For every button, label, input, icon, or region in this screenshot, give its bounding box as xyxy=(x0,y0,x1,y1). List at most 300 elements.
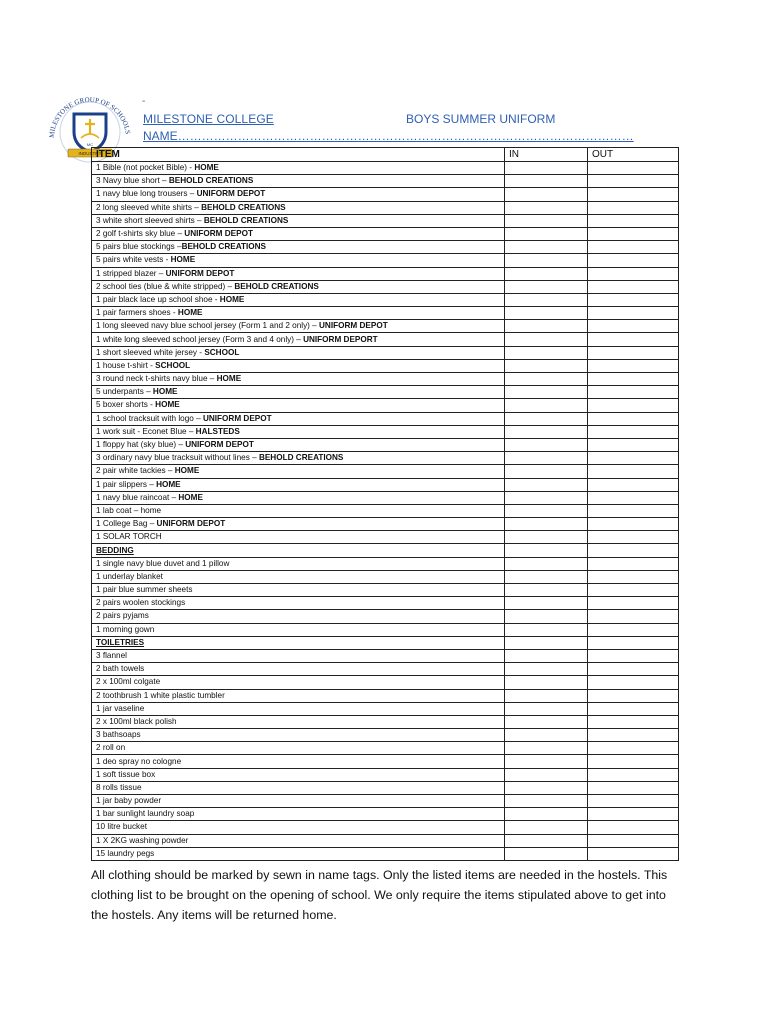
uniform-checklist-table xyxy=(91,147,679,861)
item-supplier: HOME xyxy=(177,308,203,318)
item-text: 1 jar baby powder xyxy=(96,796,162,806)
item-text: 1 soft tissue box xyxy=(96,769,156,779)
table-row xyxy=(92,649,679,662)
item-cell xyxy=(92,241,505,254)
in-cell[interactable] xyxy=(505,623,588,636)
table-row xyxy=(92,795,679,808)
item-text: 1 single navy blue duvet and 1 pillow xyxy=(96,558,230,568)
item-cell xyxy=(92,162,505,175)
table-row xyxy=(92,241,679,254)
table-row xyxy=(92,570,679,583)
out-cell[interactable] xyxy=(588,636,679,649)
section-label xyxy=(92,544,505,557)
table-row xyxy=(92,386,679,399)
in-cell[interactable] xyxy=(505,491,588,504)
table-row xyxy=(92,847,679,860)
out-cell[interactable] xyxy=(588,557,679,570)
in-cell[interactable] xyxy=(505,715,588,728)
table-row xyxy=(92,584,679,597)
in-cell[interactable] xyxy=(505,781,588,794)
item-supplier: UNIFORM DEPOT xyxy=(196,189,266,199)
item-text: 2 roll on xyxy=(96,743,126,753)
in-cell[interactable] xyxy=(505,557,588,570)
out-cell[interactable] xyxy=(588,201,679,214)
out-cell[interactable] xyxy=(588,227,679,240)
in-cell[interactable] xyxy=(505,847,588,860)
item-text: 1 work suit - Econet Blue – xyxy=(96,426,196,436)
item-supplier: HOME xyxy=(194,163,219,173)
item-text: 2 x 100ml colgate xyxy=(96,677,161,687)
item-cell xyxy=(92,399,505,412)
in-cell[interactable] xyxy=(505,227,588,240)
crest-letters: MC xyxy=(86,142,94,147)
in-cell[interactable] xyxy=(505,729,588,742)
document-title: BOYS SUMMER UNIFORM xyxy=(406,112,556,126)
item-text: 5 pairs white vests - xyxy=(96,255,171,265)
out-cell[interactable] xyxy=(588,307,679,320)
item-cell xyxy=(92,465,505,478)
out-cell[interactable] xyxy=(588,795,679,808)
item-cell xyxy=(92,214,505,227)
footer-note: All clothing should be marked by sewn in name tags. Only the listed items are needed in the hostels. This clothing list to be brought on the opening of school. We only require the items stipulated above to get into the hostels. Any items will be returned home. xyxy=(91,868,668,922)
header-dash: - xyxy=(142,96,146,107)
out-cell[interactable] xyxy=(588,478,679,491)
crest-arc-text: MILESTONE GROUP OF SCHOOLS xyxy=(47,95,132,139)
item-supplier: HOME xyxy=(170,255,196,265)
out-cell[interactable] xyxy=(588,518,679,531)
item-supplier: BEHOLD CREATIONS xyxy=(168,176,254,186)
item-text: 3 Navy blue short – xyxy=(96,176,169,186)
item-cell xyxy=(92,359,505,372)
section-label xyxy=(92,636,505,649)
table-row xyxy=(92,557,679,570)
table-row xyxy=(92,320,679,333)
item-cell xyxy=(92,610,505,623)
in-cell[interactable] xyxy=(505,597,588,610)
table-row xyxy=(92,333,679,346)
table-row xyxy=(92,834,679,847)
item-supplier: UNIFORM DEPOT xyxy=(185,440,254,450)
out-cell[interactable] xyxy=(588,663,679,676)
item-cell xyxy=(92,702,505,715)
out-cell[interactable] xyxy=(588,412,679,425)
table-row xyxy=(92,702,679,715)
item-text: 1 long sleeved navy blue school jersey (Form 1 and 2 only) – xyxy=(96,321,320,331)
item-supplier: BEHOLD CREATIONS xyxy=(258,453,344,463)
item-cell xyxy=(92,518,505,531)
item-text: 1 X 2KG washing powder xyxy=(96,835,189,845)
in-cell[interactable] xyxy=(505,689,588,702)
out-cell[interactable] xyxy=(588,689,679,702)
item-text: 1 white long sleeved school jersey (Form 3 and 4 only) – xyxy=(96,334,304,344)
column-header-item: ITEM xyxy=(92,148,505,162)
table-row xyxy=(92,518,679,531)
out-cell[interactable] xyxy=(588,465,679,478)
item-supplier: HOME xyxy=(156,479,181,489)
item-text: 2 bath towels xyxy=(96,664,145,674)
item-cell xyxy=(92,386,505,399)
item-text: 2 golf t-shirts sky blue – xyxy=(96,229,185,239)
item-cell xyxy=(92,175,505,188)
out-cell[interactable] xyxy=(588,359,679,372)
table-row xyxy=(92,742,679,755)
out-cell[interactable] xyxy=(588,597,679,610)
item-text: 5 pairs blue stockings – xyxy=(96,242,182,252)
item-supplier: HOME xyxy=(174,466,200,476)
item-cell xyxy=(92,729,505,742)
item-cell xyxy=(92,781,505,794)
out-cell[interactable] xyxy=(588,188,679,201)
out-cell[interactable] xyxy=(588,293,679,306)
item-cell xyxy=(92,438,505,451)
out-cell[interactable] xyxy=(588,715,679,728)
out-cell[interactable] xyxy=(588,544,679,557)
table-row xyxy=(92,307,679,320)
table-row xyxy=(92,175,679,188)
item-cell xyxy=(92,504,505,517)
table-row xyxy=(92,267,679,280)
table-row xyxy=(92,359,679,372)
table-row xyxy=(92,346,679,359)
item-text: 3 ordinary navy blue tracksuit without lines – xyxy=(96,453,259,463)
item-supplier: HOME xyxy=(219,294,245,304)
item-supplier: SCHOOL xyxy=(204,347,240,357)
table-row xyxy=(92,214,679,227)
in-cell[interactable] xyxy=(505,293,588,306)
table-row xyxy=(92,504,679,517)
out-cell[interactable] xyxy=(588,491,679,504)
in-cell[interactable] xyxy=(505,346,588,359)
table-row xyxy=(92,201,679,214)
out-cell[interactable] xyxy=(588,768,679,781)
in-cell[interactable] xyxy=(505,768,588,781)
out-cell[interactable] xyxy=(588,241,679,254)
table-row xyxy=(92,755,679,768)
in-cell[interactable] xyxy=(505,425,588,438)
item-text: 1 Bible (not pocket Bible) - xyxy=(96,163,195,173)
in-cell[interactable] xyxy=(505,359,588,372)
item-text: 3 flannel xyxy=(96,651,127,661)
out-cell[interactable] xyxy=(588,399,679,412)
in-cell[interactable] xyxy=(505,162,588,175)
in-cell[interactable] xyxy=(505,755,588,768)
table-row xyxy=(92,729,679,742)
in-cell[interactable] xyxy=(505,175,588,188)
in-cell[interactable] xyxy=(505,821,588,834)
item-text: 8 rolls tissue xyxy=(96,782,142,792)
item-cell xyxy=(92,293,505,306)
item-cell xyxy=(92,531,505,544)
in-cell[interactable] xyxy=(505,663,588,676)
in-cell[interactable] xyxy=(505,636,588,649)
item-cell xyxy=(92,425,505,438)
item-text: 3 white short sleeved shirts – xyxy=(96,215,204,225)
table-row xyxy=(92,715,679,728)
out-cell[interactable] xyxy=(588,755,679,768)
item-cell xyxy=(92,557,505,570)
in-cell[interactable] xyxy=(505,267,588,280)
item-text: 1 pair farmers shoes - xyxy=(96,308,178,318)
item-text: 15 laundry pegs xyxy=(96,848,155,858)
out-cell[interactable] xyxy=(588,504,679,517)
table-row xyxy=(92,162,679,175)
in-cell[interactable] xyxy=(505,241,588,254)
out-cell[interactable] xyxy=(588,373,679,386)
in-cell[interactable] xyxy=(505,399,588,412)
in-cell[interactable] xyxy=(505,478,588,491)
table-row xyxy=(92,399,679,412)
item-text: 1 pair slippers – xyxy=(96,479,157,489)
section-header-row xyxy=(92,544,679,557)
item-text: 5 boxer shorts - xyxy=(96,400,156,410)
in-cell[interactable] xyxy=(505,742,588,755)
item-cell xyxy=(92,834,505,847)
item-supplier: UNIFORM DEPOT xyxy=(319,321,388,331)
item-supplier: HOME xyxy=(178,492,203,502)
in-cell[interactable] xyxy=(505,412,588,425)
item-cell xyxy=(92,267,505,280)
item-cell xyxy=(92,755,505,768)
item-text: 3 round neck t-shirts navy blue – xyxy=(96,374,217,384)
table-row xyxy=(92,452,679,465)
item-text: 1 navy blue raincoat – xyxy=(96,492,179,502)
out-cell[interactable] xyxy=(588,438,679,451)
in-cell[interactable] xyxy=(505,584,588,597)
table-row xyxy=(92,676,679,689)
item-cell xyxy=(92,768,505,781)
table-row xyxy=(92,478,679,491)
item-text: 2 pairs pyjams xyxy=(96,611,149,621)
item-text: 2 long sleeved white shirts – xyxy=(96,202,202,212)
in-cell[interactable] xyxy=(505,808,588,821)
in-cell[interactable] xyxy=(505,504,588,517)
table-row xyxy=(92,610,679,623)
table-row xyxy=(92,438,679,451)
item-cell xyxy=(92,584,505,597)
item-text: 2 toothbrush 1 white plastic tumbler xyxy=(96,690,225,700)
out-cell[interactable] xyxy=(588,531,679,544)
crest-banner-text: INDUSTRY xyxy=(78,151,102,156)
table-row xyxy=(92,188,679,201)
item-text: 2 pair white tackies – xyxy=(96,466,175,476)
item-cell xyxy=(92,847,505,860)
item-text: 3 bathsoaps xyxy=(96,730,141,740)
student-name-line: NAME…………………………………………………………………………………………………… xyxy=(143,129,634,143)
out-cell[interactable] xyxy=(588,333,679,346)
item-text: 1 deo spray no cologne xyxy=(96,756,182,766)
item-cell xyxy=(92,597,505,610)
in-cell[interactable] xyxy=(505,531,588,544)
in-cell[interactable] xyxy=(505,465,588,478)
out-cell[interactable] xyxy=(588,649,679,662)
out-cell[interactable] xyxy=(588,676,679,689)
in-cell[interactable] xyxy=(505,214,588,227)
in-cell[interactable] xyxy=(505,201,588,214)
table-header-row xyxy=(92,148,679,162)
out-cell[interactable] xyxy=(588,702,679,715)
item-cell xyxy=(92,821,505,834)
in-cell[interactable] xyxy=(505,518,588,531)
in-cell[interactable] xyxy=(505,610,588,623)
in-cell[interactable] xyxy=(505,386,588,399)
item-cell xyxy=(92,412,505,425)
item-cell xyxy=(92,491,505,504)
item-supplier: HALSTEDS xyxy=(195,426,240,436)
item-supplier: HOME xyxy=(155,400,180,410)
in-cell[interactable] xyxy=(505,649,588,662)
item-supplier: HOME xyxy=(152,387,178,397)
column-header-out: OUT xyxy=(588,148,679,162)
in-cell[interactable] xyxy=(505,320,588,333)
item-text: 1 pair blue summer sheets xyxy=(96,585,193,595)
item-supplier: SCHOOL xyxy=(155,360,191,370)
out-cell[interactable] xyxy=(588,425,679,438)
item-cell xyxy=(92,795,505,808)
in-cell[interactable] xyxy=(505,254,588,267)
out-cell[interactable] xyxy=(588,623,679,636)
item-text: 2 pairs woolen stockings xyxy=(96,598,186,608)
item-text: 2 x 100ml black polish xyxy=(96,716,177,726)
item-cell xyxy=(92,346,505,359)
item-supplier: BEHOLD CREATIONS xyxy=(203,215,289,225)
out-cell[interactable] xyxy=(588,834,679,847)
out-cell[interactable] xyxy=(588,808,679,821)
table-row xyxy=(92,781,679,794)
item-text: BEDDING xyxy=(96,545,134,555)
table-row xyxy=(92,227,679,240)
item-cell xyxy=(92,320,505,333)
item-text: 1 College Bag – xyxy=(96,519,157,529)
item-text: 1 stripped blazer – xyxy=(96,268,166,278)
in-cell[interactable] xyxy=(505,452,588,465)
table-row xyxy=(92,689,679,702)
table-row xyxy=(92,597,679,610)
item-cell xyxy=(92,689,505,702)
out-cell[interactable] xyxy=(588,847,679,860)
item-text: 1 house t-shirt - xyxy=(96,360,156,370)
table-row xyxy=(92,768,679,781)
in-cell[interactable] xyxy=(505,570,588,583)
out-cell[interactable] xyxy=(588,452,679,465)
item-cell xyxy=(92,333,505,346)
column-header-in: IN xyxy=(505,148,588,162)
item-text: 2 school ties (blue & white stripped) – xyxy=(96,281,235,291)
in-cell[interactable] xyxy=(505,438,588,451)
table-row xyxy=(92,373,679,386)
item-supplier: BEHOLD CREATIONS xyxy=(234,281,319,291)
table-row xyxy=(92,623,679,636)
out-cell[interactable] xyxy=(588,584,679,597)
out-cell[interactable] xyxy=(588,570,679,583)
item-cell xyxy=(92,373,505,386)
item-supplier: UNIFORM DEPOT xyxy=(156,519,226,529)
in-cell[interactable] xyxy=(505,307,588,320)
table-row xyxy=(92,531,679,544)
out-cell[interactable] xyxy=(588,267,679,280)
item-text: 1 floppy hat (sky blue) – xyxy=(96,440,186,450)
in-cell[interactable] xyxy=(505,676,588,689)
item-text: 1 jar vaseline xyxy=(96,703,145,713)
out-cell[interactable] xyxy=(588,821,679,834)
item-supplier: UNIFORM DEPOT xyxy=(202,413,272,423)
in-cell[interactable] xyxy=(505,702,588,715)
item-supplier: HOME xyxy=(216,374,242,384)
in-cell[interactable] xyxy=(505,333,588,346)
table-row xyxy=(92,412,679,425)
out-cell[interactable] xyxy=(588,610,679,623)
out-cell[interactable] xyxy=(588,280,679,293)
table-row xyxy=(92,491,679,504)
item-text: 1 short sleeved white jersey - xyxy=(96,347,205,357)
out-cell[interactable] xyxy=(588,214,679,227)
item-cell xyxy=(92,663,505,676)
item-cell xyxy=(92,227,505,240)
item-cell xyxy=(92,623,505,636)
item-cell xyxy=(92,715,505,728)
out-cell[interactable] xyxy=(588,254,679,267)
item-cell xyxy=(92,808,505,821)
item-text: 5 underpants – xyxy=(96,387,153,397)
out-cell[interactable] xyxy=(588,729,679,742)
out-cell[interactable] xyxy=(588,346,679,359)
item-cell xyxy=(92,307,505,320)
in-cell[interactable] xyxy=(505,188,588,201)
table-row xyxy=(92,254,679,267)
item-text: 10 litre bucket xyxy=(96,822,147,832)
table-row xyxy=(92,663,679,676)
item-text: 1 morning gown xyxy=(96,624,155,634)
in-cell[interactable] xyxy=(505,280,588,293)
item-text: 1 lab coat – home xyxy=(96,505,162,515)
out-cell[interactable] xyxy=(588,386,679,399)
in-cell[interactable] xyxy=(505,795,588,808)
table-row xyxy=(92,293,679,306)
college-name: MILESTONE COLLEGE xyxy=(143,112,274,126)
item-supplier: BEHOLD CREATIONS xyxy=(181,242,267,252)
item-cell xyxy=(92,570,505,583)
item-text: TOILETRIES xyxy=(96,637,145,647)
item-text: 1 school tracksuit with logo – xyxy=(96,413,203,423)
item-cell xyxy=(92,478,505,491)
item-text: 1 underlay blanket xyxy=(96,571,163,581)
out-cell[interactable] xyxy=(588,175,679,188)
item-cell xyxy=(92,188,505,201)
in-cell[interactable] xyxy=(505,834,588,847)
table-row xyxy=(92,425,679,438)
in-cell[interactable] xyxy=(505,544,588,557)
item-cell xyxy=(92,649,505,662)
in-cell[interactable] xyxy=(505,373,588,386)
section-header-row xyxy=(92,636,679,649)
item-text: 1 navy blue long trousers – xyxy=(96,189,197,199)
table-row xyxy=(92,465,679,478)
item-cell xyxy=(92,254,505,267)
item-supplier: UNIFORM DEPOT xyxy=(165,268,235,278)
out-cell[interactable] xyxy=(588,742,679,755)
table-row xyxy=(92,808,679,821)
item-cell xyxy=(92,742,505,755)
item-supplier: BEHOLD CREATIONS xyxy=(201,202,286,212)
item-supplier: UNIFORM DEPOT xyxy=(184,229,253,239)
out-cell[interactable] xyxy=(588,781,679,794)
item-cell xyxy=(92,280,505,293)
out-cell[interactable] xyxy=(588,162,679,175)
item-cell xyxy=(92,452,505,465)
item-cell xyxy=(92,676,505,689)
table-row xyxy=(92,280,679,293)
out-cell[interactable] xyxy=(588,320,679,333)
item-cell xyxy=(92,201,505,214)
